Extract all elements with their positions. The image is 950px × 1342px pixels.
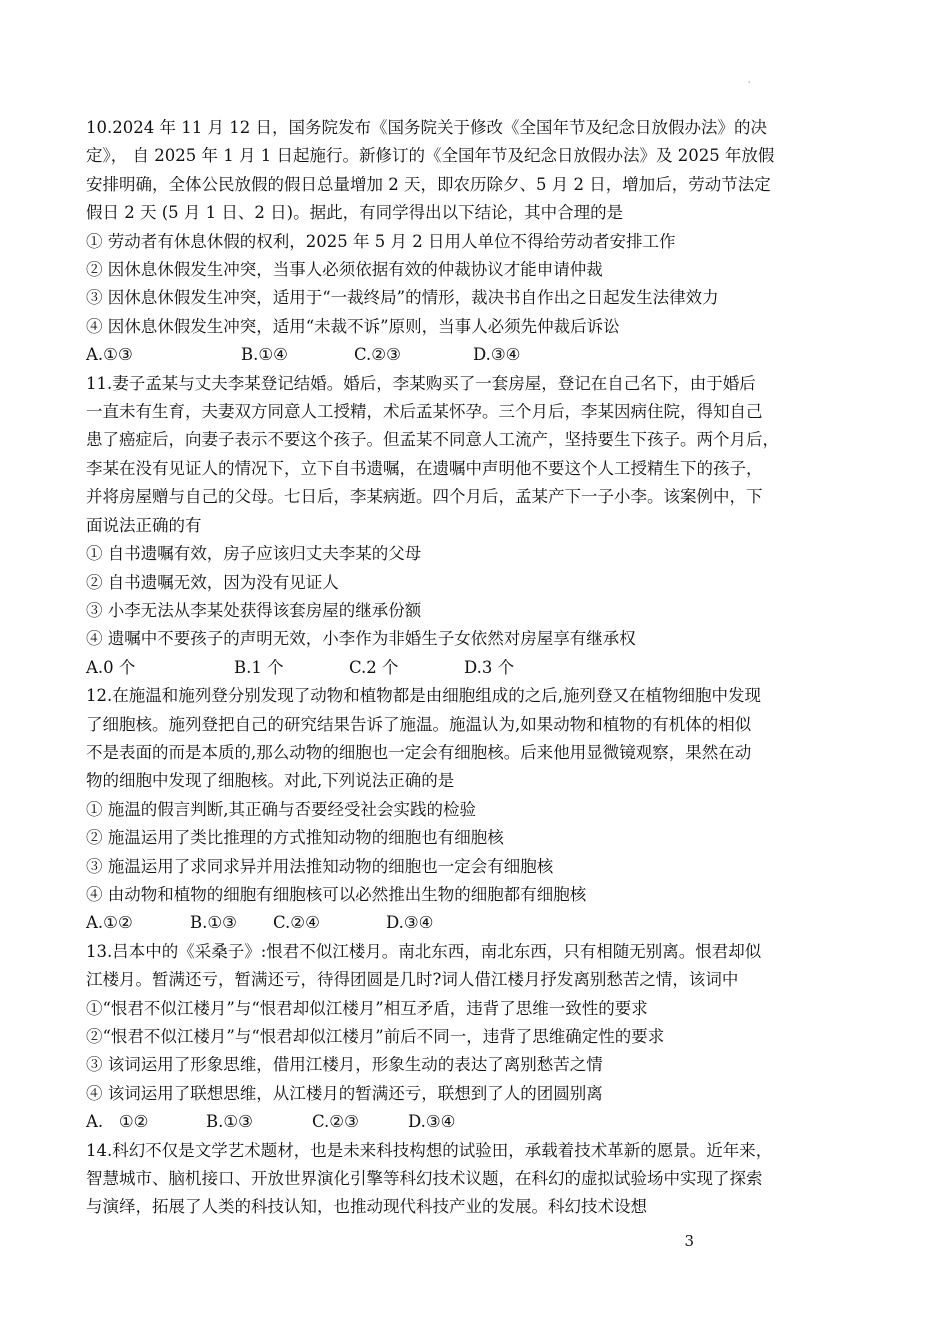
statement-item: ② 施温运用了类比推理的方式推知动物的细胞也有细胞核 — [86, 828, 504, 848]
option-d: D.③④ — [473, 345, 521, 365]
answer-options — [86, 909, 876, 937]
answer-options — [86, 341, 876, 369]
statement-item: ① 施温的假言判断,其正确与否要经受社会实践的检验 — [86, 799, 476, 819]
answer-options — [86, 654, 876, 682]
question-stem-line: 一直未有生育，夫妻双方同意人工授精，术后孟某怀孕。三个月后，李某因病住院，得知自己 — [86, 402, 763, 422]
option-c: C.②③ — [312, 1112, 359, 1132]
question-stem-line: 假日 2 天 (5 月 1 日、2 日)。据此，有同学得出以下结论，其中合理的是 — [86, 203, 624, 223]
option-a: A. ①② — [86, 1112, 149, 1132]
question-stem-line: 江楼月。暂满还亏，暂满还亏，待得团圆是几时?词人借江楼月抒发离别愁苦之情，该词中 — [86, 970, 739, 990]
question-14 — [86, 1137, 876, 1222]
question-13 — [86, 938, 876, 1137]
question-stem-line: 12.在施温和施列登分别发现了动物和植物都是由细胞组成的之后,施列登又在植物细胞中发现 — [86, 686, 761, 706]
question-stem-line: 患了癌症后，向妻子表示不要这个孩子。但孟某不同意人工流产，坚持要生下孩子。两个月后， — [86, 430, 779, 450]
corner-mark: ' — [748, 80, 751, 89]
question-stem-line: 了细胞核。施列登把自己的研究结果告诉了施温。施温认为,如果动物和植物的有机体的相似 — [86, 714, 752, 734]
statement-item: ① 自书遗嘱有效，房子应该归丈夫李某的父母 — [86, 544, 422, 564]
statement-item: ③ 小李无法从李某处获得该套房屋的继承份额 — [86, 600, 422, 620]
question-stem-line: 10.2024 年 11 月 12 日，国务院发布《国务院关于修改《全国年节及纪念日放假办法》的决 — [86, 118, 767, 137]
question-stem-line: 13.吕本中的《采桑子》:恨君不似江楼月。南北东西，南北东西，只有相随无别离。恨君却似 — [86, 941, 762, 961]
statement-item: ③ 施温运用了求同求异并用法推知动物的细胞也一定会有细胞核 — [86, 856, 554, 876]
statement-item: ①“恨君不似江楼月”与“恨君却似江楼月”相互矛盾，违背了思维一致性的要求 — [86, 998, 648, 1018]
option-c: C.②④ — [273, 913, 320, 933]
statement-item: ④ 由动物和植物的细胞有细胞核可以必然推出生物的细胞都有细胞核 — [86, 884, 587, 904]
question-stem-line: 14.科幻不仅是文学艺术题材，也是未来科技构想的试验田，承载着技术革新的愿景。近年来， — [86, 1140, 773, 1160]
question-stem-line: 不是表面的而是本质的,那么动物的细胞也一定会有细胞核。后来他用显微镜观察，果然在动 — [86, 742, 752, 762]
question-stem-line: 并将房屋赠与自己的父母。七日后，李某病逝。四个月后，孟某产下一子小李。该案例中，下 — [86, 487, 763, 507]
option-a: A.①② — [86, 913, 133, 933]
question-stem-line: 11.妻子孟某与丈夫李某登记结婚。婚后，李某购买了一套房屋，登记在自己名下，由于婚后 — [86, 373, 756, 393]
question-stem-line: 智慧城市、脑机接口、开放世界演化引擎等科幻技术议题，在科幻的虚拟试验场中实现了探索 — [86, 1169, 763, 1189]
option-b: B.①④ — [241, 345, 288, 365]
option-b: B.①③ — [206, 1112, 253, 1132]
page-number: 3 — [684, 1232, 694, 1250]
option-d: D.③④ — [408, 1112, 456, 1132]
statement-item: ④ 该词运用了联想思维，从江楼月的暂满还亏，联想到了人的团圆别离 — [86, 1083, 603, 1103]
statement-item: ②“恨君不似江楼月”与“恨君却似江楼月”前后不同一，违背了思维确定性的要求 — [86, 1027, 665, 1046]
question-stem-line: 与演绎，拓展了人类的科技认知，也推动现代科技产业的发展。科幻技术设想 — [86, 1197, 647, 1217]
question-10 — [86, 114, 876, 370]
statement-item: ④ 遗嘱中不要孩子的声明无效，小李作为非婚生子女依然对房屋享有继承权 — [86, 629, 636, 649]
option-b: B.1 个 — [234, 657, 284, 677]
option-c: C.②③ — [354, 345, 401, 365]
question-stem-line: 李某在没有见证人的情况下，立下自书遗嘱，在遗嘱中声明他不要这个人工授精生下的孩子， — [86, 458, 763, 478]
statement-item: ④ 因休息休假发生冲突，适用“未裁不诉”原则，当事人必须先仲裁后诉讼 — [86, 316, 620, 336]
option-a: A.0 个 — [86, 657, 136, 677]
option-d: D.③④ — [386, 913, 434, 933]
statement-item: ③ 因休息休假发生冲突，适用于“一裁终局”的情形，裁决书自作出之日起发生法律效力 — [86, 288, 719, 308]
question-stem-line: 面说法正确的有 — [86, 515, 202, 535]
option-d: D.3 个 — [464, 657, 515, 677]
statement-item: ② 因休息休假发生冲突，当事人必须依据有效的仲裁协议才能申请仲裁 — [86, 260, 603, 280]
statement-item: ① 劳动者有休息休假的权利，2025 年 5 月 2 日用人单位不得给劳动者安排工作 — [86, 231, 676, 251]
option-a: A.①③ — [86, 345, 133, 365]
question-stem-line: 安排明确，全体公民放假的假日总量增加 2 天，即农历除夕、5 月 2 日，增加后，劳动节法定 — [86, 174, 771, 194]
option-b: B.①③ — [190, 913, 237, 933]
question-stem-line: 物的细胞中发现了细胞核。对此,下列说法正确的是 — [86, 771, 455, 791]
exam-content — [86, 114, 876, 1222]
question-12 — [86, 682, 876, 938]
answer-options — [86, 1108, 876, 1136]
statement-item: ② 自书遗嘱无效，因为没有见证人 — [86, 572, 339, 592]
statement-item: ③ 该词运用了形象思维，借用江楼月，形象生动的表达了离别愁苦之情 — [86, 1055, 603, 1075]
question-stem-line: 定》， 自 2025 年 1 月 1 日起施行。新修订的《全国年节及纪念日放假办法》及 2025 年放假 — [86, 146, 775, 166]
question-11 — [86, 370, 876, 682]
option-c: C.2 个 — [349, 657, 399, 677]
